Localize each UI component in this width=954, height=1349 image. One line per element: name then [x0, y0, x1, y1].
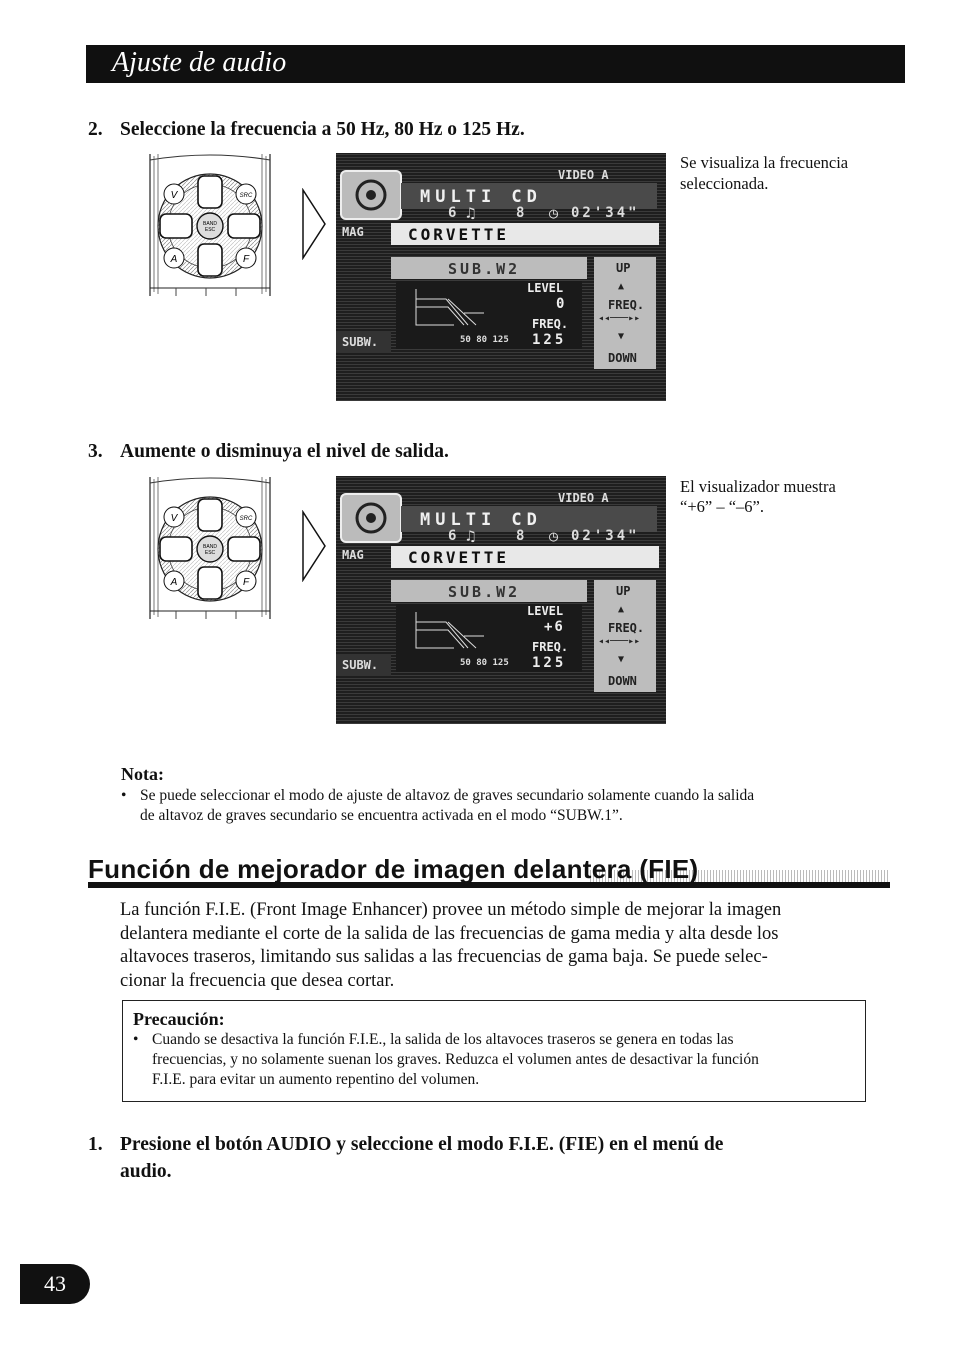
- step-3-caption-line-2: “+6” – “–6”.: [680, 497, 764, 516]
- page-title: Ajuste de audio: [112, 47, 287, 78]
- mag-label: MAG: [342, 548, 364, 562]
- pointer-arrow-icon: [300, 188, 328, 260]
- freq-button: FREQ.: [608, 298, 645, 312]
- down-button: DOWN: [608, 674, 637, 688]
- remote-src-label: SRC: [239, 193, 253, 199]
- step-2-text: Seleccione la frecuencia a 50 Hz, 80 Hz o 125 Hz.: [120, 119, 525, 140]
- remote-v-label: V: [170, 190, 178, 201]
- step-3-number: 3.: [88, 441, 103, 462]
- caution-line-3: F.I.E. para evitar un aumento repentino del volumen.: [152, 1071, 480, 1088]
- caution-bullet: •: [133, 1031, 139, 1048]
- step-2-caption-line-1: Se visualiza la frecuencia: [680, 153, 849, 172]
- page-number: 43: [20, 1264, 90, 1304]
- caution-heading: Precaución:: [133, 1009, 225, 1029]
- music-note-icon: ♫: [466, 527, 476, 545]
- section-body-line-4: cionar la frecuencia que desea cortar.: [120, 970, 395, 991]
- freq-button: FREQ.: [608, 621, 645, 635]
- freq-label: FREQ.: [532, 317, 569, 331]
- disc-number: 6: [448, 205, 457, 221]
- remote-a-label: A: [170, 254, 178, 265]
- step-2-caption-line-2: seleccionada.: [680, 174, 769, 193]
- track-number: 8: [516, 528, 525, 544]
- freq-value: 125: [532, 332, 567, 348]
- source-label: VIDEO A: [558, 491, 609, 505]
- step-2-number: 2.: [88, 119, 103, 140]
- time-label: 02'34": [571, 205, 640, 221]
- remote-illustration: [146, 154, 274, 296]
- level-value: 0: [556, 296, 565, 312]
- level-label: LEVEL: [527, 604, 564, 618]
- display-screenshot-2: [336, 476, 666, 724]
- level-label: LEVEL: [527, 281, 564, 295]
- step-3-caption-line-1: El visualizador muestra: [680, 477, 836, 496]
- remote-f-label: F: [242, 577, 250, 588]
- up-arrow-icon: ▲: [618, 281, 625, 292]
- freq-scale: 50 80 125: [460, 658, 509, 668]
- nota-line-1: Se puede seleccionar el modo de ajuste de altavoz de graves secundario solamente cuando la salida: [140, 787, 755, 804]
- disc-number: 6: [448, 528, 457, 544]
- music-note-icon: ♫: [466, 204, 476, 222]
- left-right-arrow-icon: ◂◂───▸▸: [598, 636, 641, 647]
- step-1-line-2: audio.: [120, 1161, 172, 1182]
- nota-bullet: •: [121, 787, 127, 804]
- level-value: +6: [544, 619, 565, 635]
- subw-label: SUBW.: [342, 658, 379, 672]
- menu-label: SUB.W2: [448, 260, 521, 278]
- remote-f-label: F: [242, 254, 250, 265]
- time-label: 02'34": [571, 528, 640, 544]
- section-heading: Función de mejorador de imagen delantera (FIE): [88, 854, 699, 884]
- clock-icon: ◷: [549, 527, 559, 545]
- remote-band-label: BAND: [203, 544, 217, 550]
- mag-label: MAG: [342, 225, 364, 239]
- section-body: [120, 899, 781, 993]
- pointer-arrow-icon: [300, 510, 328, 582]
- step-1-number: 1.: [88, 1134, 103, 1155]
- remote-esc-label: ESC: [204, 550, 216, 556]
- track-number: 8: [516, 205, 525, 221]
- section-body-line-1: La función F.I.E. (Front Image Enhancer) provee un método simple de mejorar la imagen: [120, 900, 782, 920]
- up-arrow-icon: ▲: [618, 604, 625, 615]
- freq-label: FREQ.: [532, 640, 569, 654]
- mode-label: MULTI CD: [420, 187, 542, 207]
- down-arrow-icon: ▼: [618, 654, 625, 665]
- display-screenshot-1: [336, 153, 666, 401]
- nota-heading: Nota:: [121, 764, 164, 784]
- caution-line-2: frecuencias, y no solamente suenan los graves. Reduzca el volumen antes de desactivar la función: [152, 1051, 759, 1068]
- remote-a-label: A: [170, 577, 178, 588]
- up-button: UP: [616, 584, 631, 598]
- section-body-line-2: delantera mediante el corte de la salida de las frecuencias de gama media y alta desde los: [120, 923, 779, 944]
- mode-label: MULTI CD: [420, 510, 542, 530]
- down-arrow-icon: ▼: [618, 331, 625, 342]
- step-3-text: Aumente o disminuya el nivel de salida.: [120, 441, 449, 462]
- down-button: DOWN: [608, 351, 637, 365]
- caution-line-1: Cuando se desactiva la función F.I.E., la salida de los altavoces traseros se genera en todas las: [152, 1031, 734, 1048]
- up-button: UP: [616, 261, 631, 275]
- remote-v-label: V: [170, 513, 178, 524]
- remote-band-label: BAND: [203, 221, 217, 227]
- clock-icon: ◷: [549, 204, 559, 222]
- title-label: CORVETTE: [408, 225, 510, 244]
- section-body-line-3: altavoces traseros, limitando sus salidas a las frecuencias de gama baja. Se puede selec-: [120, 947, 768, 967]
- nota-line-2: de altavoz de graves secundario se encuentra activada en el modo “SUBW.1”.: [140, 807, 623, 824]
- source-label: VIDEO A: [558, 168, 609, 182]
- freq-value: 125: [532, 655, 567, 671]
- title-label: CORVETTE: [408, 548, 510, 567]
- left-right-arrow-icon: ◂◂───▸▸: [598, 313, 641, 324]
- remote-illustration: [146, 477, 274, 619]
- remote-esc-label: ESC: [204, 227, 216, 233]
- subw-label: SUBW.: [342, 335, 379, 349]
- menu-label: SUB.W2: [448, 583, 521, 601]
- freq-scale: 50 80 125: [460, 335, 509, 345]
- step-1-line-1: Presione el botón AUDIO y seleccione el modo F.I.E. (FIE) en el menú de: [120, 1134, 724, 1155]
- remote-src-label: SRC: [239, 516, 253, 522]
